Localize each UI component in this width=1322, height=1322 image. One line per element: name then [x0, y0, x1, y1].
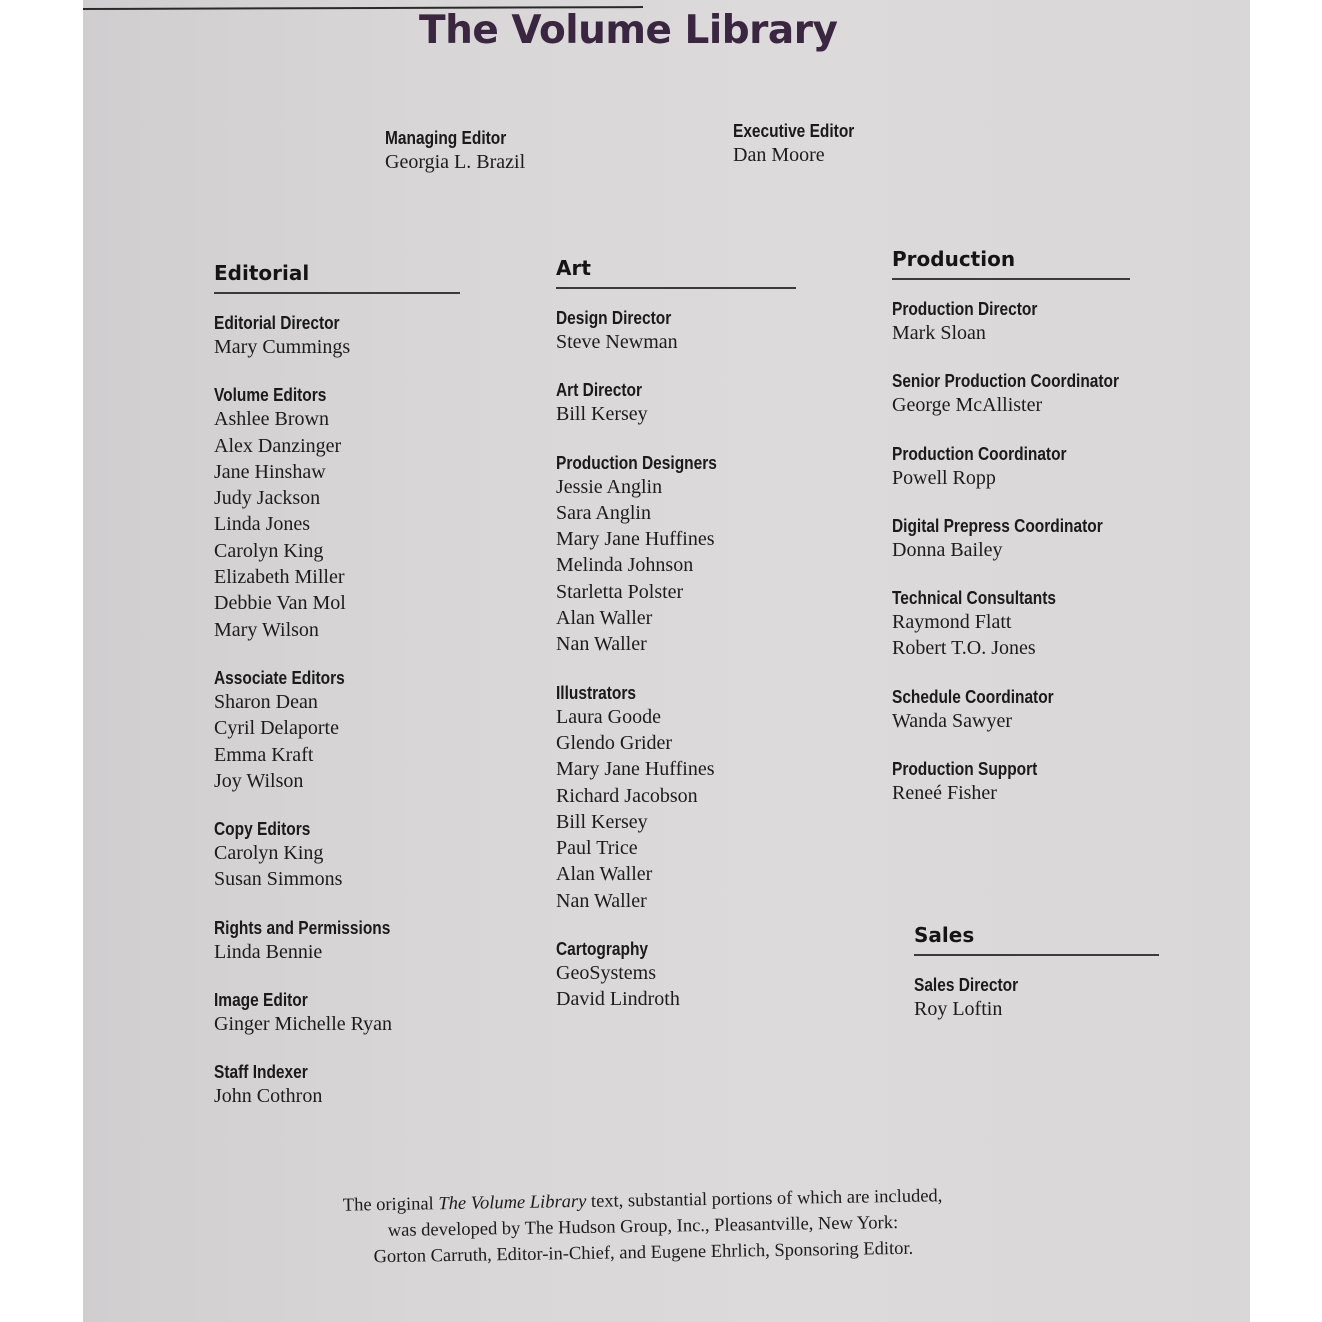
person-name: Susan Simmons [214, 868, 343, 891]
person-name: Nan Waller [556, 889, 647, 912]
managing-editor-block [385, 127, 526, 175]
person-name: Elizabeth Miller [214, 566, 345, 589]
section-heading-sales: Sales [914, 923, 975, 947]
person-name: Emma Kraft [214, 743, 314, 766]
person-name: Richard Jacobson [556, 784, 698, 807]
person-name: John Cothron [214, 1085, 323, 1108]
role-label: Illustrators [556, 682, 637, 703]
section-rule [892, 278, 1130, 280]
credit-group-production-designers [556, 452, 796, 658]
person-name: Nan Waller [556, 633, 647, 656]
role-label: Copy Editors [214, 819, 311, 840]
role-label: Schedule Coordinator [892, 686, 1054, 707]
person-name: Reneé Fisher [892, 782, 997, 805]
executive-editor-block [733, 120, 874, 168]
person-name: Alan Waller [556, 863, 653, 886]
role-label: Image Editor [214, 990, 308, 1011]
section-rule [914, 954, 1159, 956]
person-name: Sara Anglin [556, 501, 651, 524]
attribution-text: The original [342, 1194, 439, 1216]
person-name: Steve Newman [556, 331, 678, 353]
person-name: Raymond Flatt [892, 611, 1012, 634]
person-name: GeoSystems [556, 962, 656, 985]
credit-group-sales-director [914, 974, 1159, 1022]
credit-group-senior-production-coordinator [892, 370, 1130, 418]
section-heading-art: Art [556, 256, 591, 280]
person-name: Roy Loftin [914, 998, 1003, 1020]
editorial-column [214, 260, 460, 1134]
person-name: George McAllister [892, 394, 1043, 417]
role-label: Art Director [556, 380, 643, 401]
credit-group-volume-editors [214, 384, 460, 643]
role-label: Technical Consultants [892, 588, 1057, 609]
section-rule [556, 287, 796, 289]
credit-group-production-coordinator [892, 443, 1130, 491]
section-heading-editorial: Editorial [214, 261, 310, 285]
person-name: Laura Goode [556, 705, 661, 728]
book-title-italic: The Volume Library [438, 1191, 587, 1215]
credit-group-image-editor [214, 989, 460, 1037]
person-name: Alan Waller [556, 607, 653, 630]
page-title: The Volume Library [419, 8, 838, 53]
art-column [556, 255, 796, 1037]
person-name: Georgia L. Brazil [385, 151, 526, 173]
role-label: Production Coordinator [892, 443, 1067, 464]
person-name: Ashlee Brown [214, 408, 329, 431]
person-name: Jane Hinshaw [214, 460, 326, 483]
role-label: Digital Prepress Coordinator [892, 515, 1103, 536]
person-name: Mary Jane Huffines [556, 528, 715, 551]
person-name: Glendo Grider [556, 731, 673, 754]
credit-group-production-director [892, 298, 1130, 346]
credit-group-rights-and-permissions [214, 917, 460, 965]
credit-group-production-support [892, 758, 1130, 806]
credit-group-schedule-coordinator [892, 686, 1130, 734]
credit-group-copy-editors [214, 818, 460, 893]
person-name: Mark Sloan [892, 322, 986, 344]
credit-group-digital-prepress-coordinator [892, 515, 1130, 563]
person-name: Judy Jackson [214, 487, 321, 510]
role-label: Associate Editors [214, 667, 345, 688]
role-label: Staff Indexer [214, 1062, 308, 1083]
section-heading-production: Production [892, 247, 1016, 271]
person-name: Ginger Michelle Ryan [214, 1013, 393, 1036]
person-name: Mary Wilson [214, 618, 319, 641]
credit-group-design-director [556, 307, 796, 355]
person-name: Melinda Johnson [556, 554, 694, 577]
person-name: Alex Danzinger [214, 434, 342, 457]
credit-group-editorial-director [214, 312, 460, 360]
person-name: David Lindroth [556, 988, 680, 1011]
role-label: Managing Editor [385, 128, 507, 148]
person-name: Cyril Delaporte [214, 717, 339, 740]
credit-group-technical-consultants [892, 587, 1130, 662]
role-label: Production Support [892, 759, 1038, 780]
role-label: Sales Director [914, 975, 1019, 995]
person-name: Wanda Sawyer [892, 709, 1013, 732]
person-name: Dan Moore [733, 144, 825, 166]
attribution-note [322, 1183, 963, 1271]
person-name: Bill Kersey [556, 810, 648, 833]
attribution-text: text, substantial portions of which are included, [586, 1186, 943, 1212]
person-name: Mary Cummings [214, 336, 351, 358]
person-name: Carolyn King [214, 539, 324, 562]
credit-group-illustrators [556, 682, 796, 914]
credit-group-art-director [556, 379, 796, 427]
attribution-line-3: Gorton Carruth, Editor-in-Chief, and Eugene Ehrlich, Sponsoring Editor. [373, 1238, 914, 1268]
person-name: Jessie Anglin [556, 475, 663, 498]
person-name: Bill Kersey [556, 403, 648, 426]
person-name: Linda Jones [214, 513, 311, 536]
role-label: Production Designers [556, 452, 717, 473]
person-name: Starletta Polster [556, 580, 684, 603]
credit-group-cartography [556, 938, 796, 1013]
document-page [83, 0, 1250, 1322]
person-name: Mary Jane Huffines [556, 758, 715, 781]
attribution-line-2: was developed by The Hudson Group, Inc., Pleasantville, New York: [387, 1212, 899, 1242]
person-name: Joy Wilson [214, 769, 304, 792]
person-name: Donna Bailey [892, 538, 1003, 561]
person-name: Powell Ropp [892, 466, 996, 489]
person-name: Paul Trice [556, 837, 638, 860]
credit-group-associate-editors [214, 667, 460, 794]
person-name: Linda Bennie [214, 940, 323, 963]
sales-column [914, 922, 1159, 1046]
role-label: Editorial Director [214, 313, 340, 333]
role-label: Senior Production Coordinator [892, 371, 1120, 392]
role-label: Executive Editor [733, 121, 855, 141]
person-name: Debbie Van Mol [214, 592, 346, 615]
role-label: Production Director [892, 299, 1038, 319]
section-rule [214, 292, 460, 294]
person-name: Carolyn King [214, 842, 324, 865]
person-name: Robert T.O. Jones [892, 637, 1036, 660]
role-label: Cartography [556, 939, 649, 960]
production-column [892, 246, 1130, 830]
person-name: Sharon Dean [214, 690, 318, 713]
credit-group-staff-indexer [214, 1061, 460, 1109]
role-label: Rights and Permissions [214, 917, 391, 938]
role-label: Volume Editors [214, 385, 327, 406]
role-label: Design Director [556, 308, 672, 328]
